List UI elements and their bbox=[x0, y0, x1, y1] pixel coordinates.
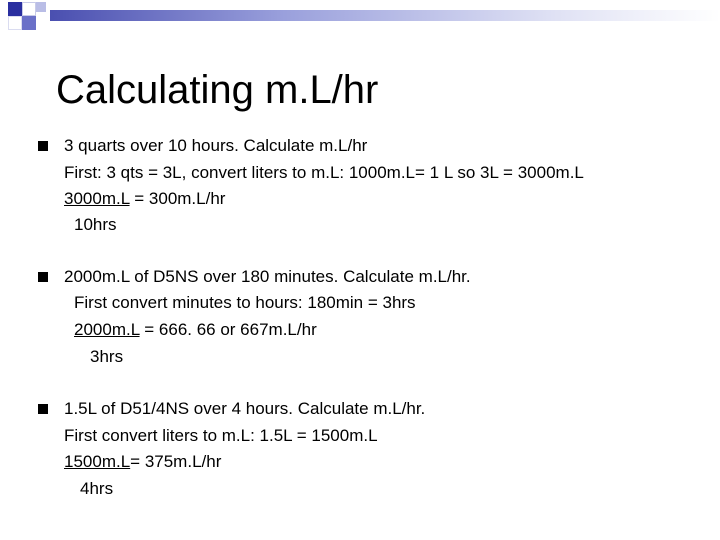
header-gradient-bar bbox=[50, 10, 720, 21]
header-decoration-square bbox=[22, 2, 36, 16]
problem-heading: 2000m.L of D5NS over 180 minutes. Calculate m.L/hr. bbox=[64, 267, 471, 286]
bullet-square-icon bbox=[38, 404, 48, 414]
slide-title: Calculating m.L/hr bbox=[56, 68, 379, 112]
problem-step: First: 3 qts = 3L, convert liters to m.L: 1000m.L= 1 L so 3L = 3000m.L bbox=[64, 163, 584, 182]
header-decoration-square bbox=[8, 16, 22, 30]
fraction-result: = 375m.L/hr bbox=[130, 452, 222, 471]
header-decoration-square bbox=[36, 2, 46, 12]
problem-equation bbox=[64, 451, 221, 473]
problem-step: First convert liters to m.L: 1.5L = 1500m.L bbox=[64, 426, 378, 445]
fraction-result: = 666. 66 or 667m.L/hr bbox=[139, 320, 317, 339]
problem-heading: 3 quarts over 10 hours. Calculate m.L/hr bbox=[64, 136, 368, 155]
problem-heading: 1.5L of D51/4NS over 4 hours. Calculate m.L/hr. bbox=[64, 399, 426, 418]
header-decoration-square bbox=[8, 2, 22, 16]
fraction-result: = 300m.L/hr bbox=[129, 189, 226, 208]
problem-equation bbox=[74, 319, 317, 341]
bullet-square-icon bbox=[38, 272, 48, 282]
bullet-square-icon bbox=[38, 141, 48, 151]
fraction-denominator: 3hrs bbox=[90, 347, 124, 366]
header-decoration-square bbox=[22, 16, 36, 30]
problem-equation bbox=[64, 188, 225, 210]
problem-step: First convert minutes to hours: 180min = 3hrs bbox=[74, 293, 416, 312]
fraction-numerator: 2000m.L bbox=[74, 320, 140, 339]
fraction-numerator: 3000m.L bbox=[64, 189, 130, 208]
fraction-denominator: 10hrs bbox=[74, 215, 117, 234]
fraction-denominator: 4hrs bbox=[80, 479, 114, 498]
fraction-numerator: 1500m.L bbox=[64, 452, 131, 471]
